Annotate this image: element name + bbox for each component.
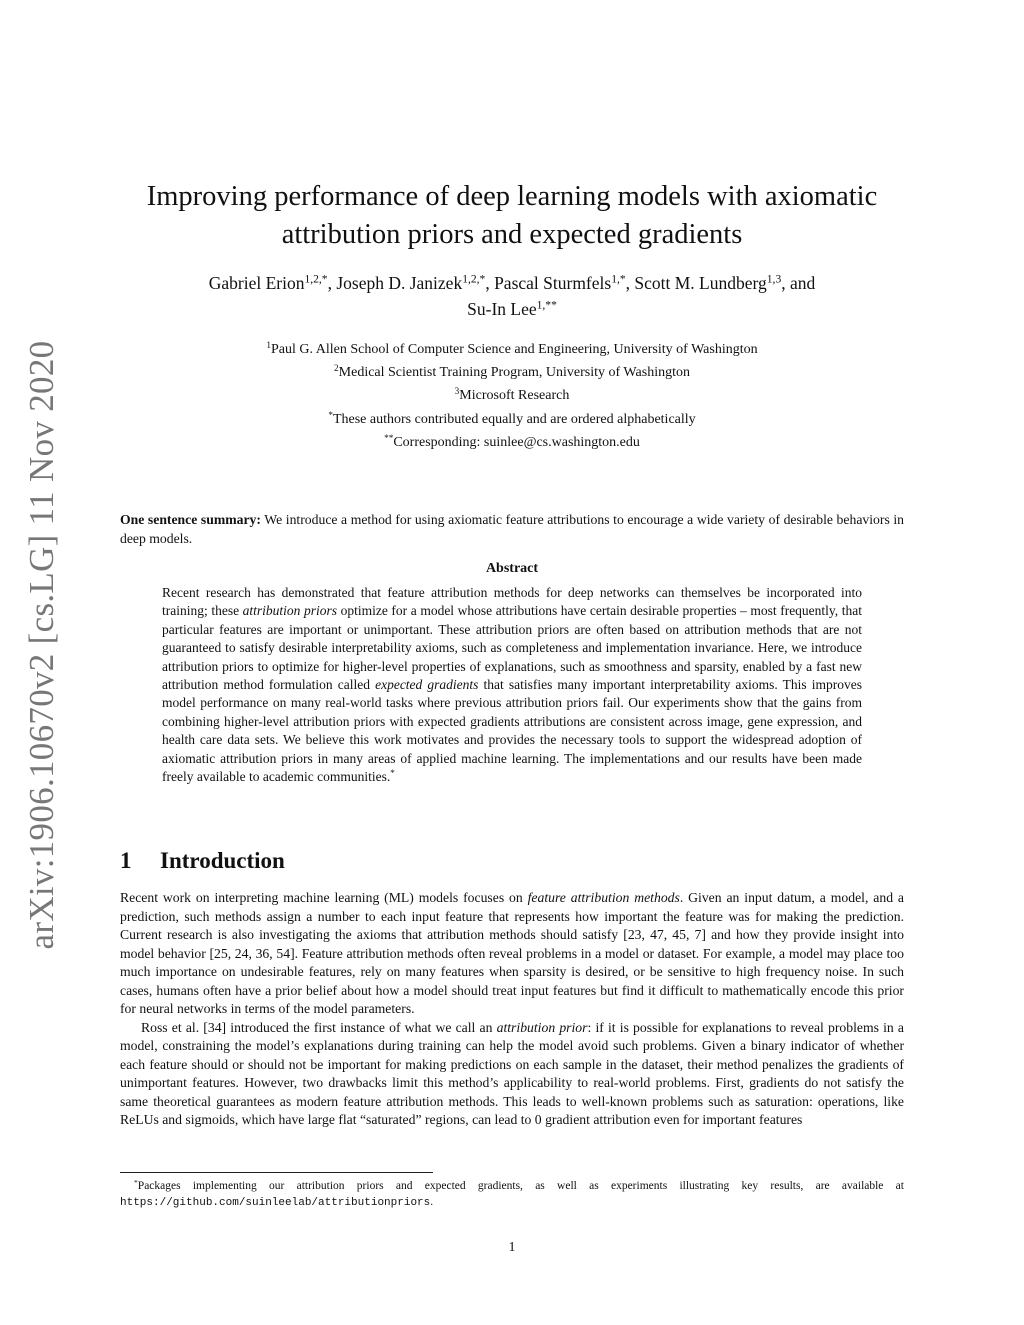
- title-line-2: attribution priors and expected gradients: [281, 219, 743, 250]
- arxiv-identifier-stamp: arXiv:1906.10670v2 [cs.LG] 11 Nov 2020: [22, 340, 61, 950]
- affiliation-item: [120, 384, 904, 407]
- footnote: [120, 1178, 904, 1211]
- affiliation-mark: *: [328, 409, 333, 420]
- paragraph-text: Ross et al. [34] introduced the first instance of what we call an: [141, 1019, 497, 1035]
- section-number: 1: [120, 848, 132, 873]
- affiliation-item: [120, 431, 904, 454]
- author-affiliation-mark: 1,3: [766, 273, 782, 286]
- introduction-body: [120, 889, 904, 1130]
- abstract-text: optimize for a model whose attributions have certain desirable properties – most frequently, that particular features are important or unimportant. These attribution priors are often based on attribution methods that are not guaranteed to satisfy desirable interpretability axioms, such as completeness and implementation invariance. Here, we introduce attribution priors to optimize for higher-level properties of explanations, such as smoothness and sparsity, enabled by a fast new attribution method formulation called: [162, 603, 863, 693]
- author-affiliation-mark: 1,**: [536, 299, 557, 312]
- abstract-text: Recent research has demonstrated that feature attribution methods for deep networks can themselves be incorporated into training; these: [162, 585, 862, 619]
- summary-text: We introduce a method for using axiomatic feature attributions to encourage a wide variety of desirable behaviors in deep models.: [120, 512, 904, 546]
- affiliation-item: [120, 408, 904, 431]
- affiliation-text: These authors contributed equally and are ordered alphabetically: [332, 411, 696, 427]
- author-name: Scott M. Lundberg: [634, 273, 767, 293]
- author-separator: ,: [625, 273, 635, 293]
- affiliation-text: Corresponding: suinlee@cs.washington.edu: [393, 434, 640, 450]
- author-list: [120, 270, 904, 322]
- paper-title: [120, 178, 904, 254]
- abstract-text: that satisfies many important interpretability axioms. This improves model performance on many real-world tasks where previous attribution priors fail. Our experiments show that the gains from combining higher-level attribution priors with expected gradients attributions are consistent across image, gene expression, and health care data sets. We believe this work motivates and provides the necessary tools to support the widespread adoption of axiomatic attribution priors in many areas of applied machine learning. The implementations and our results have been made freely available to academic communities.: [162, 677, 862, 785]
- author-affiliation-mark: 1,2,*: [462, 273, 486, 286]
- author-name: Gabriel Erion: [208, 273, 305, 293]
- body-paragraph: [120, 889, 904, 1019]
- affiliation-mark: 2: [334, 363, 339, 374]
- section-title: Introduction: [160, 848, 285, 873]
- section-heading: [120, 848, 285, 874]
- paragraph-text: : if it is possible for explanations to reveal problems in a model, constraining the model’s explanations during training can help the model avoid such problems. Given a binary indicator of whether each feature should or should not be important for making predictions on each sample in the dataset, their method penalizes the gradients of unimportant features. However, two drawbacks limit this method’s applicability to real-world problems. First, gradients do not satisfy the same theoretical guarantees as modern feature attribution methods. This leads to well-known problems such as saturation: operations, like ReLUs and sigmoids, which have large flat “saturated” regions, can lead to 0 gradient attribution even for important features: [120, 1019, 904, 1127]
- affiliation-item: [120, 338, 904, 361]
- abstract-emphasis: attribution priors: [242, 603, 338, 619]
- footnote-reference-mark: *: [390, 768, 395, 779]
- affiliation-mark: 3: [454, 386, 460, 397]
- author-affiliation-mark: 1,*: [611, 273, 626, 286]
- footnote-mark: *: [134, 1177, 138, 1187]
- footnote-url-link[interactable]: https://github.com/suinleelab/attributionpriors: [120, 1197, 431, 1209]
- footnote-text: Packages implementing our attribution priors and expected gradients, as well as experiments illustrating key results, are available at: [137, 1180, 904, 1192]
- footnote-divider: [120, 1172, 433, 1173]
- page-number: 1: [508, 1240, 516, 1255]
- abstract-heading: Abstract: [485, 561, 539, 576]
- paragraph-text: Recent work on interpreting machine learning (ML) models focuses on: [120, 890, 528, 905]
- title-line-1: Improving performance of deep learning models with axiomatic: [146, 181, 878, 212]
- affiliation-list: [120, 338, 904, 454]
- author-affiliation-mark: 1,2,*: [304, 273, 328, 286]
- body-paragraph: [120, 1019, 904, 1130]
- abstract-body: [162, 584, 862, 786]
- author-separator: ,: [485, 273, 495, 293]
- author-separator: ,: [327, 273, 337, 293]
- abstract-emphasis: expected gradients: [375, 677, 479, 693]
- paragraph-text: . Given an input datum, a model, and a prediction, such methods assign a number to each input feature that represents how important the feature was for making the prediction. Current research is also investigating the axioms that attribution methods should satisfy [23, 47, 45, 7] and how they provide insight into model behavior [25, 24, 36, 54]. Feature attribution methods often reveal problems in a model or dataset. For example, a model may place too much importance on undesirable features, rely on many features when sparsity is desired, or be sensitive to high frequency noise. In such cases, humans often have a prior belief about how a model should treat input features but find it difficult to mathematically encode this prior for neural networks in terms of the model parameters.: [120, 890, 905, 1016]
- one-sentence-summary: [120, 511, 904, 548]
- affiliation-text: Medical Scientist Training Program, University of Washington: [338, 365, 690, 381]
- affiliation-mark: **: [384, 432, 394, 443]
- author-name: Pascal Sturmfels: [494, 273, 612, 293]
- author-name: Joseph D. Janizek: [336, 273, 463, 293]
- affiliation-text: Paul G. Allen School of Computer Science and Engineering, University of Washington: [271, 342, 758, 357]
- summary-label: One sentence summary:: [120, 512, 261, 527]
- affiliation-item: [120, 361, 904, 384]
- affiliation-mark: 1: [266, 339, 272, 350]
- author-separator: , and: [781, 273, 816, 293]
- paragraph-emphasis: feature attribution methods: [527, 890, 680, 905]
- paragraph-emphasis: attribution prior: [496, 1019, 588, 1035]
- author-name: Su-In Lee: [467, 299, 537, 319]
- affiliation-text: Microsoft Research: [459, 388, 570, 404]
- footnote-end: .: [430, 1196, 434, 1208]
